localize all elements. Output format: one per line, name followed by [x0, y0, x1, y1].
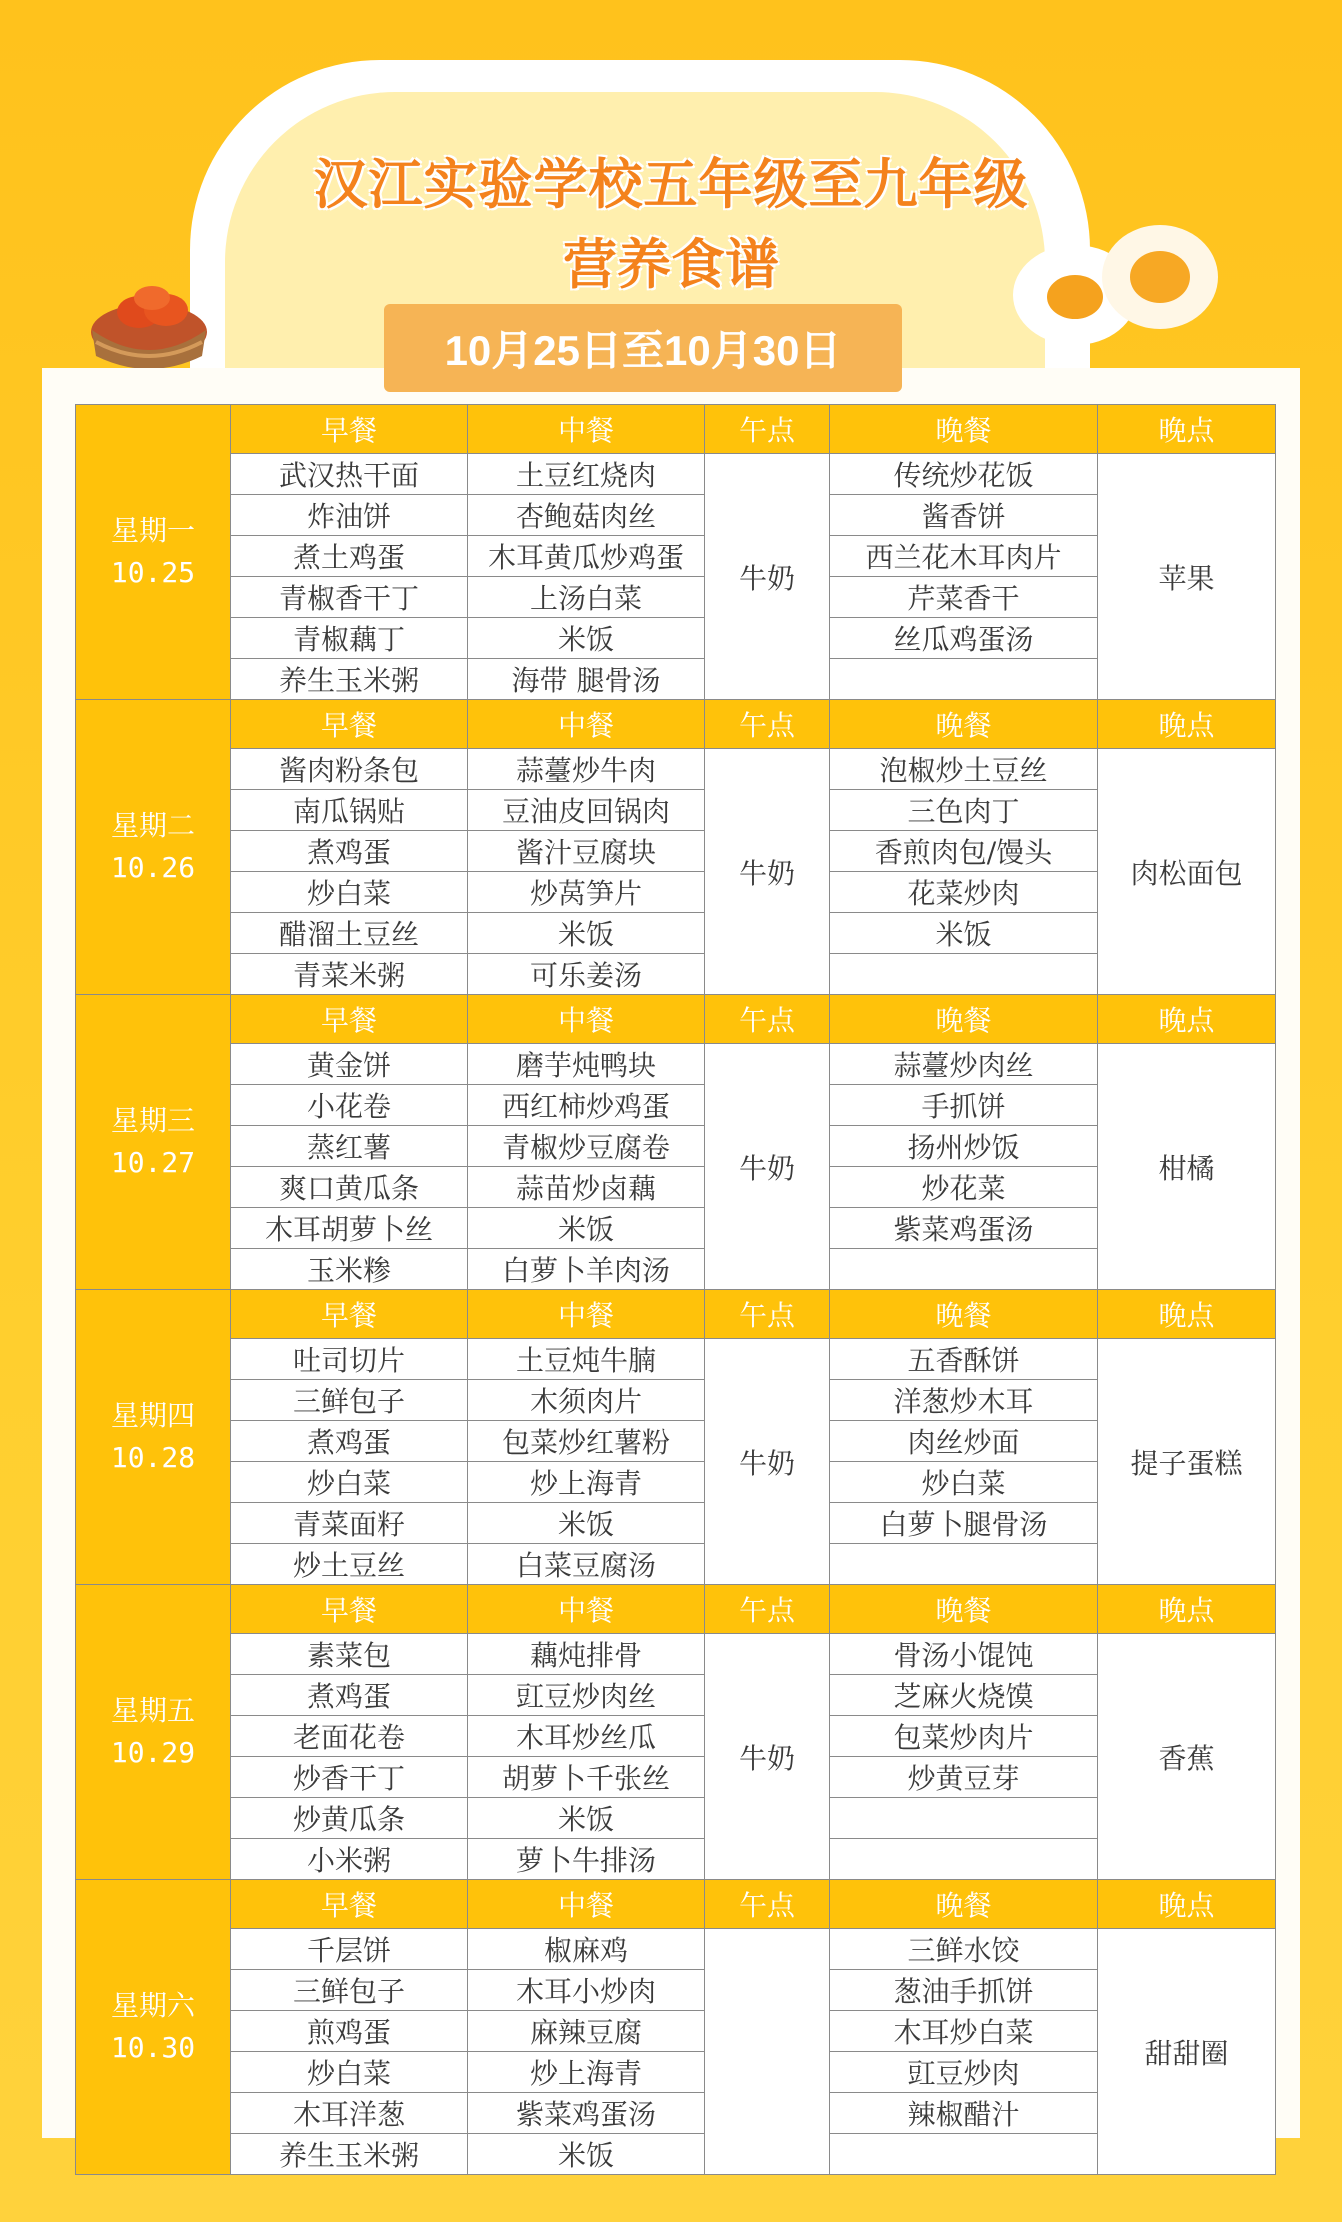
dinner-item: 香煎肉包/馒头 [830, 831, 1098, 872]
lunch-item: 豆油皮回锅肉 [468, 790, 705, 831]
dinner-item: 三鲜水饺 [830, 1929, 1098, 1970]
header-breakfast: 早餐 [231, 1585, 468, 1634]
breakfast-item: 老面花卷 [231, 1716, 468, 1757]
lunch-item: 胡萝卜千张丝 [468, 1757, 705, 1798]
dinner-item [830, 659, 1098, 700]
breakfast-item: 炒白菜 [231, 1462, 468, 1503]
table-row [76, 790, 1276, 831]
day-label [76, 1585, 231, 1880]
lunch-item: 白萝卜羊肉汤 [468, 1249, 705, 1290]
breakfast-item: 青椒香干丁 [231, 577, 468, 618]
table-row [76, 618, 1276, 659]
dinner-item: 炒白菜 [830, 1462, 1098, 1503]
breakfast-item: 养生玉米粥 [231, 2134, 468, 2175]
breakfast-item: 木耳洋葱 [231, 2093, 468, 2134]
table-row [76, 1970, 1276, 2011]
dinner-item [830, 1839, 1098, 1880]
night-snack: 肉松面包 [1098, 749, 1276, 995]
day-label [76, 1290, 231, 1585]
lunch-item: 炒莴笋片 [468, 872, 705, 913]
table-row [76, 1798, 1276, 1839]
breakfast-item: 小花卷 [231, 1085, 468, 1126]
afternoon-snack: 牛奶 [705, 1044, 830, 1290]
day-label [76, 995, 231, 1290]
breakfast-item: 素菜包 [231, 1634, 468, 1675]
header-lunch: 中餐 [468, 700, 705, 749]
day-date: 10.28 [110, 1441, 196, 1474]
table-row [76, 1421, 1276, 1462]
dinner-item: 炒黄豆芽 [830, 1757, 1098, 1798]
breakfast-item: 黄金饼 [231, 1044, 468, 1085]
night-snack: 苹果 [1098, 454, 1276, 700]
table-row [76, 1208, 1276, 1249]
lunch-item: 米饭 [468, 1798, 705, 1839]
table-row [76, 1503, 1276, 1544]
day-name: 星期一 [110, 514, 195, 547]
dinner-item: 炒花菜 [830, 1167, 1098, 1208]
table-row [76, 913, 1276, 954]
table-row [76, 1675, 1276, 1716]
table-row [76, 1462, 1276, 1503]
lunch-item: 炒上海青 [468, 2052, 705, 2093]
header-breakfast: 早餐 [231, 405, 468, 454]
header-night: 晚点 [1098, 1290, 1276, 1339]
breakfast-item: 木耳胡萝卜丝 [231, 1208, 468, 1249]
breakfast-item: 煮鸡蛋 [231, 1421, 468, 1462]
header-dinner: 晚餐 [830, 1880, 1098, 1929]
dinner-item: 洋葱炒木耳 [830, 1380, 1098, 1421]
day-label [76, 700, 231, 995]
lunch-item: 米饭 [468, 1503, 705, 1544]
breakfast-item: 青椒藕丁 [231, 618, 468, 659]
table-row [76, 1126, 1276, 1167]
lunch-item: 米饭 [468, 618, 705, 659]
day-date: 10.25 [110, 556, 196, 589]
dinner-item: 紫菜鸡蛋汤 [830, 1208, 1098, 1249]
table-row [76, 1839, 1276, 1880]
lunch-item: 磨芋炖鸭块 [468, 1044, 705, 1085]
dinner-item [830, 1798, 1098, 1839]
dinner-item: 辣椒醋汁 [830, 2093, 1098, 2134]
lunch-item: 可乐姜汤 [468, 954, 705, 995]
dinner-item: 传统炒花饭 [830, 454, 1098, 495]
header-night: 晚点 [1098, 700, 1276, 749]
breakfast-item: 煮鸡蛋 [231, 1675, 468, 1716]
dinner-item [830, 1249, 1098, 1290]
table-row [76, 1167, 1276, 1208]
header-lunch: 中餐 [468, 1880, 705, 1929]
lunch-item: 藕炖排骨 [468, 1634, 705, 1675]
breakfast-item: 煎鸡蛋 [231, 2011, 468, 2052]
lunch-item: 酱汁豆腐块 [468, 831, 705, 872]
dinner-item: 花菜炒肉 [830, 872, 1098, 913]
breakfast-item: 青菜米粥 [231, 954, 468, 995]
dinner-item: 扬州炒饭 [830, 1126, 1098, 1167]
dinner-item: 蒜薹炒肉丝 [830, 1044, 1098, 1085]
day-name: 星期四 [110, 1399, 195, 1432]
lunch-item: 米饭 [468, 2134, 705, 2175]
day-date: 10.27 [110, 1146, 196, 1179]
breakfast-item: 炒白菜 [231, 872, 468, 913]
header-night: 晚点 [1098, 995, 1276, 1044]
table-row [76, 2093, 1276, 2134]
header-lunch: 中餐 [468, 1290, 705, 1339]
breakfast-item: 炸油饼 [231, 495, 468, 536]
afternoon-snack: 牛奶 [705, 454, 830, 700]
day-date: 10.26 [110, 851, 196, 884]
header-snack: 午点 [705, 1290, 830, 1339]
header-lunch: 中餐 [468, 405, 705, 454]
table-row [76, 1634, 1276, 1675]
meal-header-row [76, 1880, 1276, 1929]
lunch-item: 土豆炖牛腩 [468, 1339, 705, 1380]
day-name: 星期五 [110, 1694, 195, 1727]
dinner-item: 葱油手抓饼 [830, 1970, 1098, 2011]
header-breakfast: 早餐 [231, 1880, 468, 1929]
table-row [76, 495, 1276, 536]
table-row [76, 1757, 1276, 1798]
lunch-item: 豇豆炒肉丝 [468, 1675, 705, 1716]
lunch-item: 土豆红烧肉 [468, 454, 705, 495]
lunch-item: 上汤白菜 [468, 577, 705, 618]
breakfast-item: 武汉热干面 [231, 454, 468, 495]
page-subtitle: 营养食谱 [563, 233, 779, 296]
header-breakfast: 早餐 [231, 995, 468, 1044]
dinner-item: 米饭 [830, 913, 1098, 954]
breakfast-item: 炒土豆丝 [231, 1544, 468, 1585]
breakfast-item: 吐司切片 [231, 1339, 468, 1380]
lunch-item: 米饭 [468, 913, 705, 954]
header-breakfast: 早餐 [231, 1290, 468, 1339]
breakfast-item: 养生玉米粥 [231, 659, 468, 700]
table-row [76, 1085, 1276, 1126]
lunch-item: 蒜苗炒卤藕 [468, 1167, 705, 1208]
meal-header-row [76, 405, 1276, 454]
breakfast-item: 煮鸡蛋 [231, 831, 468, 872]
day-name: 星期六 [110, 1989, 195, 2022]
header-dinner: 晚餐 [830, 1585, 1098, 1634]
header-snack: 午点 [705, 405, 830, 454]
header-dinner: 晚餐 [830, 405, 1098, 454]
dinner-item [830, 954, 1098, 995]
lunch-item: 白菜豆腐汤 [468, 1544, 705, 1585]
lunch-item: 木耳小炒肉 [468, 1970, 705, 2011]
day-name: 星期二 [110, 809, 195, 842]
dinner-item: 西兰花木耳肉片 [830, 536, 1098, 577]
dinner-item [830, 2134, 1098, 2175]
lunch-item: 米饭 [468, 1208, 705, 1249]
afternoon-snack: 牛奶 [705, 1339, 830, 1585]
lunch-item: 木耳炒丝瓜 [468, 1716, 705, 1757]
breakfast-item: 醋溜土豆丝 [231, 913, 468, 954]
lunch-item: 海带 腿骨汤 [468, 659, 705, 700]
dinner-item: 芝麻火烧馍 [830, 1675, 1098, 1716]
dinner-item: 五香酥饼 [830, 1339, 1098, 1380]
dinner-item: 三色肉丁 [830, 790, 1098, 831]
breakfast-item: 千层饼 [231, 1929, 468, 1970]
table-row [76, 1249, 1276, 1290]
table-row [76, 536, 1276, 577]
lunch-item: 西红柿炒鸡蛋 [468, 1085, 705, 1126]
header-snack: 午点 [705, 1880, 830, 1929]
header-night: 晚点 [1098, 1585, 1276, 1634]
breakfast-item: 炒黄瓜条 [231, 1798, 468, 1839]
header-snack: 午点 [705, 995, 830, 1044]
day-date: 10.29 [110, 1736, 196, 1769]
table-row [76, 1044, 1276, 1085]
table-row [76, 1380, 1276, 1421]
table-row [76, 577, 1276, 618]
table-row [76, 659, 1276, 700]
breakfast-item: 爽口黄瓜条 [231, 1167, 468, 1208]
lunch-item: 萝卜牛排汤 [468, 1839, 705, 1880]
dinner-item: 包菜炒肉片 [830, 1716, 1098, 1757]
table-row [76, 454, 1276, 495]
breakfast-item: 炒白菜 [231, 2052, 468, 2093]
night-snack: 香蕉 [1098, 1634, 1276, 1880]
date-range-banner: 10月25日至10月30日 [384, 304, 902, 392]
header-dinner: 晚餐 [830, 995, 1098, 1044]
header-breakfast: 早餐 [231, 700, 468, 749]
header-lunch: 中餐 [468, 995, 705, 1044]
header-snack: 午点 [705, 1585, 830, 1634]
dinner-item: 泡椒炒土豆丝 [830, 749, 1098, 790]
afternoon-snack [705, 1929, 830, 2175]
lunch-item: 椒麻鸡 [468, 1929, 705, 1970]
header-dinner: 晚餐 [830, 700, 1098, 749]
dinner-item: 豇豆炒肉 [830, 2052, 1098, 2093]
meal-header-row [76, 1585, 1276, 1634]
dinner-item [830, 1544, 1098, 1585]
header-dinner: 晚餐 [830, 1290, 1098, 1339]
lunch-item: 木须肉片 [468, 1380, 705, 1421]
header-night: 晚点 [1098, 405, 1276, 454]
afternoon-snack: 牛奶 [705, 749, 830, 995]
menu-table [75, 404, 1276, 2175]
dinner-item: 白萝卜腿骨汤 [830, 1503, 1098, 1544]
lunch-item: 炒上海青 [468, 1462, 705, 1503]
lunch-item: 木耳黄瓜炒鸡蛋 [468, 536, 705, 577]
table-row [76, 2052, 1276, 2093]
lunch-item: 杏鲍菇肉丝 [468, 495, 705, 536]
table-row [76, 1544, 1276, 1585]
table-row [76, 2134, 1276, 2175]
dinner-item: 木耳炒白菜 [830, 2011, 1098, 2052]
day-date: 10.30 [110, 2031, 196, 2064]
lunch-item: 麻辣豆腐 [468, 2011, 705, 2052]
header-night: 晚点 [1098, 1880, 1276, 1929]
breakfast-item: 玉米糁 [231, 1249, 468, 1290]
dinner-item: 骨汤小馄饨 [830, 1634, 1098, 1675]
dinner-item: 手抓饼 [830, 1085, 1098, 1126]
breakfast-item: 三鲜包子 [231, 1970, 468, 2011]
night-snack: 甜甜圈 [1098, 1929, 1276, 2175]
lunch-item: 蒜薹炒牛肉 [468, 749, 705, 790]
breakfast-item: 炒香干丁 [231, 1757, 468, 1798]
dinner-item: 肉丝炒面 [830, 1421, 1098, 1462]
header-lunch: 中餐 [468, 1585, 705, 1634]
meal-header-row [76, 700, 1276, 749]
table-row [76, 1929, 1276, 1970]
table-row [76, 2011, 1276, 2052]
night-snack: 柑橘 [1098, 1044, 1276, 1290]
table-row [76, 749, 1276, 790]
table-row [76, 1339, 1276, 1380]
day-label [76, 1880, 231, 2175]
table-row [76, 831, 1276, 872]
day-name: 星期三 [110, 1104, 195, 1137]
dinner-item: 酱香饼 [830, 495, 1098, 536]
table-row [76, 954, 1276, 995]
page-title: 汉江实验学校五年级至九年级 [313, 153, 1029, 216]
breakfast-item: 三鲜包子 [231, 1380, 468, 1421]
breakfast-item: 煮土鸡蛋 [231, 536, 468, 577]
lunch-item: 包菜炒红薯粉 [468, 1421, 705, 1462]
afternoon-snack: 牛奶 [705, 1634, 830, 1880]
meal-header-row [76, 995, 1276, 1044]
meal-header-row [76, 1290, 1276, 1339]
header-snack: 午点 [705, 700, 830, 749]
lunch-item: 紫菜鸡蛋汤 [468, 2093, 705, 2134]
day-label [76, 405, 231, 700]
table-row [76, 872, 1276, 913]
breakfast-item: 小米粥 [231, 1839, 468, 1880]
dinner-item: 丝瓜鸡蛋汤 [830, 618, 1098, 659]
breakfast-item: 青菜面籽 [231, 1503, 468, 1544]
breakfast-item: 酱肉粉条包 [231, 749, 468, 790]
breakfast-item: 南瓜锅贴 [231, 790, 468, 831]
dinner-item: 芹菜香干 [830, 577, 1098, 618]
lunch-item: 青椒炒豆腐卷 [468, 1126, 705, 1167]
night-snack: 提子蛋糕 [1098, 1339, 1276, 1585]
breakfast-item: 蒸红薯 [231, 1126, 468, 1167]
table-row [76, 1716, 1276, 1757]
